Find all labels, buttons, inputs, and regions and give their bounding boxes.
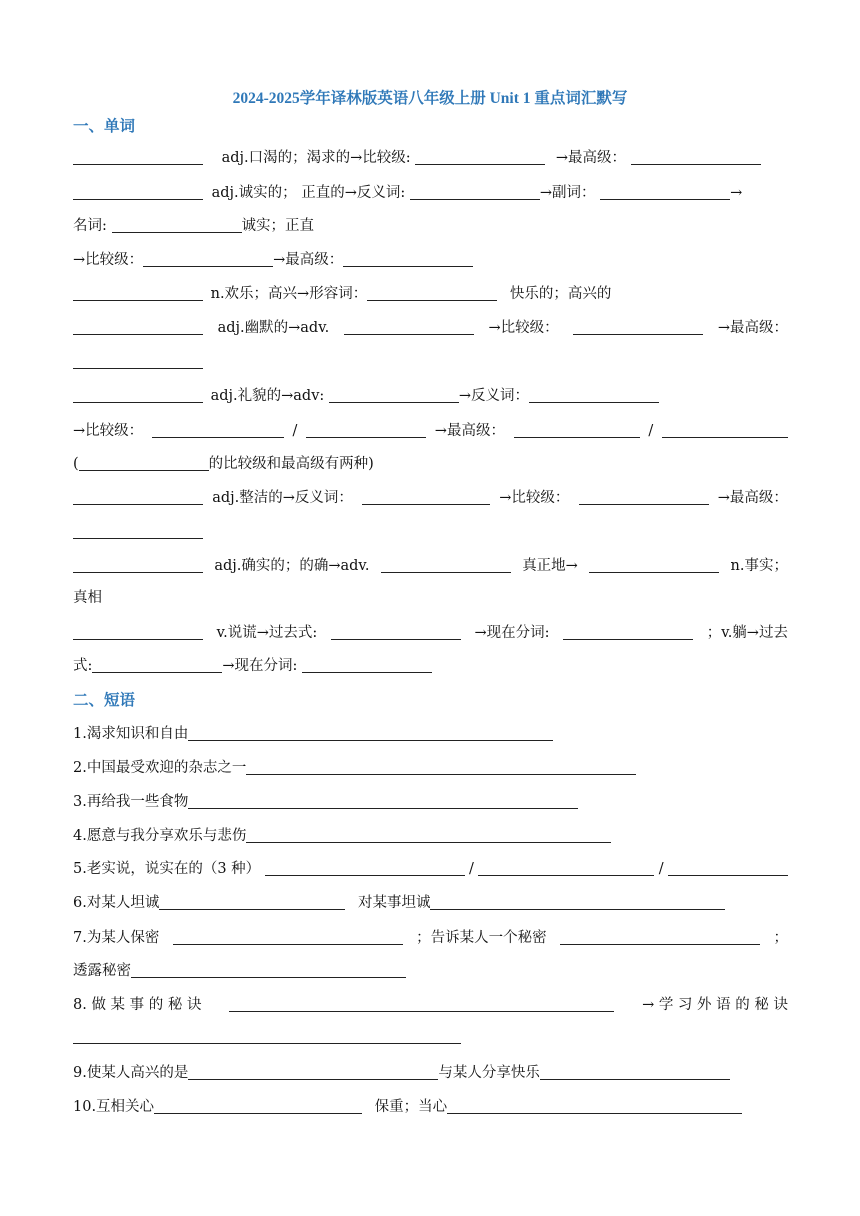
phrase-line-1: 1.渴求知识和自由 xyxy=(73,724,788,744)
answer-blank[interactable] xyxy=(73,319,203,335)
answer-blank[interactable] xyxy=(73,353,203,369)
word-line-true: adj.确实的；的确→adv. 真正地→ n.事实； xyxy=(73,556,788,576)
answer-blank[interactable] xyxy=(188,1064,438,1080)
word-line-humorous-cont xyxy=(73,352,788,372)
answer-blank[interactable] xyxy=(600,184,730,200)
answer-blank[interactable] xyxy=(143,251,273,267)
word-line-thirsty: adj.口渴的；渴求的→比较级: →最高级： xyxy=(73,148,788,168)
word-line-polite-compare: →比较级： / →最高级： / xyxy=(73,421,788,441)
answer-blank[interactable] xyxy=(188,725,553,741)
word-line-tidy: adj.整洁的→反义词： →比较级： →最高级： xyxy=(73,488,788,508)
answer-blank[interactable] xyxy=(362,489,490,505)
answer-blank[interactable] xyxy=(159,894,345,910)
phrase-line-4: 4.愿意与我分享欢乐与悲伤 xyxy=(73,826,788,846)
answer-blank[interactable] xyxy=(589,557,719,573)
answer-blank[interactable] xyxy=(478,860,654,876)
answer-blank[interactable] xyxy=(92,657,222,673)
word-line-note: ( 的比较级和最高级有两种) xyxy=(73,456,374,472)
phrase-line-8-cont xyxy=(73,1027,788,1047)
answer-blank[interactable] xyxy=(188,793,578,809)
word-line-polite: adj.礼貌的→adv: →反义词： xyxy=(73,386,788,406)
phrase-line-10: 10.互相关心 保重；当心 xyxy=(73,1097,788,1117)
answer-blank[interactable] xyxy=(329,387,459,403)
phrase-line-3: 3.再给我一些食物 xyxy=(73,792,788,812)
phrase-line-7-cont: 透露秘密 xyxy=(73,961,788,981)
answer-blank[interactable] xyxy=(563,624,693,640)
answer-blank[interactable] xyxy=(73,387,203,403)
answer-blank[interactable] xyxy=(302,657,432,673)
page-title: 2024-2025学年译林版英语八年级上册 Unit 1 重点词汇默写 xyxy=(232,90,628,107)
answer-blank[interactable] xyxy=(447,1098,742,1114)
answer-blank[interactable] xyxy=(381,557,511,573)
answer-blank[interactable] xyxy=(540,1064,730,1080)
section-heading-words: 一、单词 xyxy=(73,117,136,135)
answer-blank[interactable] xyxy=(415,149,545,165)
word-line-compare: →比较级： →最高级： xyxy=(73,250,788,270)
answer-blank[interactable] xyxy=(410,184,540,200)
answer-blank[interactable] xyxy=(579,489,709,505)
answer-blank[interactable] xyxy=(246,827,611,843)
answer-blank[interactable] xyxy=(229,996,614,1012)
answer-blank[interactable] xyxy=(331,624,461,640)
answer-blank[interactable] xyxy=(73,149,203,165)
answer-blank[interactable] xyxy=(73,184,203,200)
phrase-line-7: 7.为某人保密 ；告诉某人一个秘密 ； xyxy=(73,930,788,946)
answer-blank[interactable] xyxy=(131,962,406,978)
answer-blank[interactable] xyxy=(668,860,788,876)
word-line-humorous: adj.幽默的→adv. →比较级： →最高级： xyxy=(73,318,788,338)
answer-blank[interactable] xyxy=(560,929,760,945)
answer-blank[interactable] xyxy=(573,319,703,335)
answer-blank[interactable] xyxy=(73,489,203,505)
section-heading-phrases: 二、短语 xyxy=(73,691,136,709)
answer-blank[interactable] xyxy=(154,1098,362,1114)
word-line-honest: adj.诚实的； 正直的→反义词: →副词： → xyxy=(73,183,788,203)
answer-blank[interactable] xyxy=(631,149,761,165)
answer-blank[interactable] xyxy=(514,422,640,438)
word-line-lie: v.说谎→过去式: →现在分词: ；v.躺→过去 xyxy=(73,623,788,643)
answer-blank[interactable] xyxy=(246,759,636,775)
answer-blank[interactable] xyxy=(173,929,403,945)
word-line-tidy-cont xyxy=(73,522,788,542)
answer-blank[interactable] xyxy=(73,624,203,640)
answer-blank[interactable] xyxy=(73,523,203,539)
answer-blank[interactable] xyxy=(73,1028,461,1044)
answer-blank[interactable] xyxy=(662,422,788,438)
answer-blank[interactable] xyxy=(152,422,284,438)
answer-blank[interactable] xyxy=(367,285,497,301)
answer-blank[interactable] xyxy=(430,894,725,910)
phrase-line-5: 5.老实说，说实在的（3 种） / / xyxy=(73,859,788,879)
word-line-honesty: 名词: 诚实；正直 xyxy=(73,218,314,234)
word-line-truth: 真相 xyxy=(73,590,102,606)
phrase-line-8: 8. 做 某 事 的 秘 诀 → 学 习 外 语 的 秘 诀 xyxy=(73,997,788,1013)
answer-blank[interactable] xyxy=(265,860,465,876)
answer-blank[interactable] xyxy=(73,285,203,301)
phrase-line-2: 2.中国最受欢迎的杂志之一 xyxy=(73,758,788,778)
phrase-line-6: 6.对某人坦诚 对某事坦诚 xyxy=(73,893,788,913)
answer-blank[interactable] xyxy=(529,387,659,403)
answer-blank[interactable] xyxy=(344,319,474,335)
answer-blank[interactable] xyxy=(73,557,203,573)
phrase-line-9: 9.使某人高兴的是 与某人分享快乐 xyxy=(73,1063,788,1083)
answer-blank[interactable] xyxy=(306,422,426,438)
answer-blank[interactable] xyxy=(79,455,209,471)
answer-blank[interactable] xyxy=(343,251,473,267)
answer-blank[interactable] xyxy=(112,217,242,233)
word-line-lie-cont: 式: →现在分词: xyxy=(73,656,788,676)
word-line-joy: n.欢乐；高兴→形容词： 快乐的；高兴的 xyxy=(73,284,788,304)
